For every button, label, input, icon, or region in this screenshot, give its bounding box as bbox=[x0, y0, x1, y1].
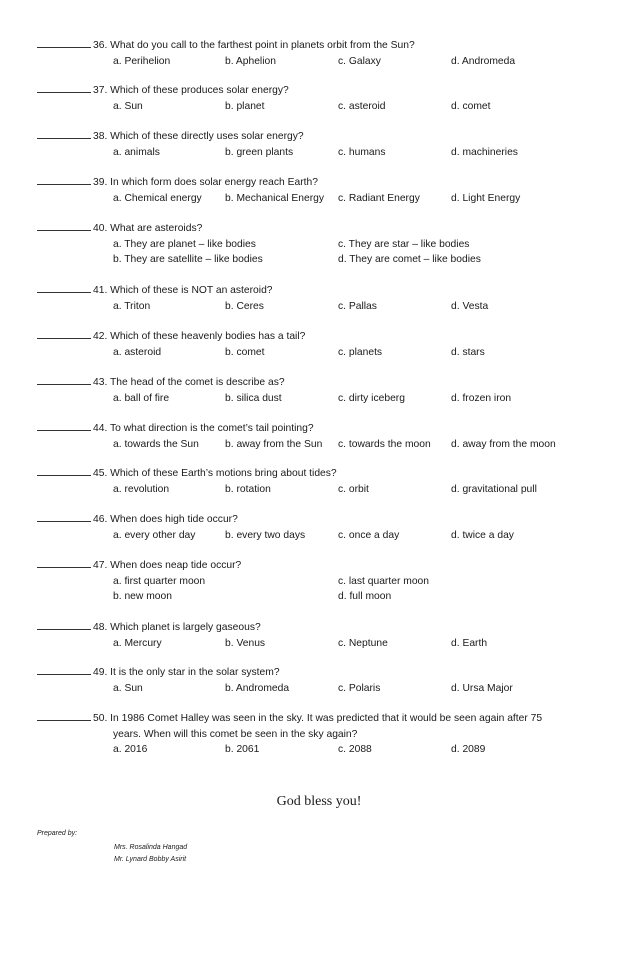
option-a: a. Mercury bbox=[113, 637, 162, 649]
answer-blank[interactable] bbox=[37, 466, 91, 476]
option-a: a. Chemical energy bbox=[113, 192, 202, 204]
option-c: c. towards the moon bbox=[338, 438, 431, 450]
answer-blank[interactable] bbox=[37, 175, 91, 185]
option-c: c. Pallas bbox=[338, 300, 377, 312]
option-b: b. Ceres bbox=[225, 300, 264, 312]
question-stem: 36. What do you call to the farthest point in planets orbit from the Sun? bbox=[93, 40, 415, 51]
question-stem: 50. In 1986 Comet Halley was seen in the sky. It was predicted that it would be seen again after 75 bbox=[93, 713, 543, 724]
answer-blank[interactable] bbox=[37, 711, 91, 721]
question-stem: 49. It is the only star in the solar system? bbox=[93, 667, 280, 678]
option-d: d. Vesta bbox=[451, 300, 489, 312]
option-a: a. ball of fire bbox=[113, 392, 170, 404]
option-a: a. first quarter moon bbox=[113, 575, 206, 587]
option-b: b. Venus bbox=[225, 637, 266, 649]
question-stem: 45. Which of these Earth’s motions bring about tides? bbox=[93, 468, 337, 479]
option-b: b. Mechanical Energy bbox=[225, 192, 325, 204]
question-46 bbox=[37, 512, 627, 543]
preparer-name: Mr. Lynard Bobby Asirit bbox=[114, 856, 187, 863]
closing-blessing: God bless you! bbox=[276, 794, 362, 809]
answer-blank[interactable] bbox=[37, 283, 91, 293]
question-39 bbox=[37, 175, 627, 206]
question-stem: 47. When does neap tide occur? bbox=[93, 560, 242, 571]
option-a: a. revolution bbox=[113, 483, 170, 495]
option-c: c. asteroid bbox=[338, 100, 386, 112]
option-d: d. comet bbox=[451, 100, 491, 112]
option-c: c. once a day bbox=[338, 529, 400, 541]
option-d: d. Andromeda bbox=[451, 55, 516, 67]
prepared-by-label: Prepared by: bbox=[37, 830, 78, 837]
option-c: c. They are star – like bodies bbox=[338, 238, 470, 250]
option-a: a. asteroid bbox=[113, 346, 162, 358]
question-50 bbox=[37, 711, 627, 758]
question-44 bbox=[37, 421, 627, 452]
option-b: b. Andromeda bbox=[225, 682, 290, 694]
option-d: d. Light Energy bbox=[451, 192, 521, 204]
option-a: a. Perihelion bbox=[113, 55, 171, 67]
option-a: a. 2016 bbox=[113, 744, 148, 755]
option-b: b. rotation bbox=[225, 483, 271, 495]
question-41 bbox=[37, 283, 627, 314]
option-d: d. full moon bbox=[338, 591, 392, 602]
option-a: a. Triton bbox=[113, 300, 151, 312]
question-stem: 41. Which of these is NOT an asteroid? bbox=[93, 285, 273, 296]
option-c: c. Radiant Energy bbox=[338, 192, 420, 204]
option-b: b. planet bbox=[225, 100, 265, 112]
question-48 bbox=[37, 620, 627, 651]
option-b: b. new moon bbox=[113, 591, 172, 602]
option-d: d. twice a day bbox=[451, 529, 514, 541]
question-stem: 39. In which form does solar energy reach Earth? bbox=[93, 177, 318, 188]
option-b: b. They are satellite – like bodies bbox=[113, 254, 263, 265]
option-d: d. They are comet – like bodies bbox=[338, 254, 481, 265]
option-c: c. 2088 bbox=[338, 744, 372, 755]
option-d: d. Ursa Major bbox=[451, 682, 513, 694]
option-b: b. every two days bbox=[225, 529, 306, 541]
option-b: b. away from the Sun bbox=[225, 438, 323, 450]
option-d: d. stars bbox=[451, 346, 485, 358]
option-b: b. green plants bbox=[225, 146, 294, 158]
answer-blank[interactable] bbox=[37, 221, 91, 231]
question-42 bbox=[37, 329, 627, 360]
question-stem: 38. Which of these directly uses solar energy? bbox=[93, 131, 304, 142]
question-45 bbox=[37, 466, 627, 497]
option-b: b. comet bbox=[225, 346, 265, 358]
option-d: d. Earth bbox=[451, 637, 488, 649]
question-stem: 44. To what direction is the comet’s tail pointing? bbox=[93, 423, 314, 434]
answer-blank[interactable] bbox=[37, 329, 91, 339]
question-stem: 42. Which of these heavenly bodies has a tail? bbox=[93, 331, 306, 342]
option-c: c. Galaxy bbox=[338, 55, 381, 67]
option-c: c. Polaris bbox=[338, 682, 381, 694]
question-36 bbox=[37, 38, 627, 69]
option-a: a. towards the Sun bbox=[113, 438, 199, 450]
option-b: b. Aphelion bbox=[225, 55, 276, 67]
option-b: b. 2061 bbox=[225, 744, 260, 755]
option-c: c. dirty iceberg bbox=[338, 392, 405, 404]
question-37 bbox=[37, 83, 627, 114]
preparer-name: Mrs. Rosalinda Hangad bbox=[114, 844, 188, 851]
answer-blank[interactable] bbox=[37, 620, 91, 630]
answer-blank[interactable] bbox=[37, 558, 91, 568]
option-c: c. planets bbox=[338, 346, 383, 358]
option-a: a. Sun bbox=[113, 100, 143, 112]
option-d: d. machineries bbox=[451, 146, 518, 158]
option-d: d. away from the moon bbox=[451, 438, 556, 450]
question-stem: 43. The head of the comet is describe as? bbox=[93, 377, 285, 388]
answer-blank[interactable] bbox=[37, 512, 91, 522]
question-stem-continuation: years. When will this comet be seen in the sky again? bbox=[113, 728, 358, 740]
question-38 bbox=[37, 129, 627, 160]
option-c: c. orbit bbox=[338, 483, 369, 495]
option-d: d. 2089 bbox=[451, 744, 486, 755]
question-stem: 46. When does high tide occur? bbox=[93, 514, 238, 525]
answer-blank[interactable] bbox=[37, 38, 91, 48]
question-stem: 48. Which planet is largely gaseous? bbox=[93, 622, 261, 633]
option-c: c. last quarter moon bbox=[338, 575, 429, 587]
option-d: d. frozen iron bbox=[451, 392, 512, 404]
question-47 bbox=[37, 558, 627, 605]
answer-blank[interactable] bbox=[37, 83, 91, 93]
option-b: b. silica dust bbox=[225, 392, 282, 404]
option-a: a. every other day bbox=[113, 529, 196, 541]
question-40 bbox=[37, 221, 627, 268]
question-43 bbox=[37, 375, 627, 406]
option-c: c. humans bbox=[338, 146, 386, 158]
question-stem: 37. Which of these produces solar energy? bbox=[93, 85, 289, 96]
answer-blank[interactable] bbox=[37, 375, 91, 385]
option-a: a. They are planet – like bodies bbox=[113, 238, 256, 250]
answer-blank[interactable] bbox=[37, 421, 91, 431]
option-c: c. Neptune bbox=[338, 637, 388, 649]
answer-blank[interactable] bbox=[37, 665, 91, 675]
option-d: d. gravitational pull bbox=[451, 483, 537, 495]
question-stem: 40. What are asteroids? bbox=[93, 223, 203, 234]
question-49 bbox=[37, 665, 627, 696]
answer-blank[interactable] bbox=[37, 129, 91, 139]
option-a: a. Sun bbox=[113, 682, 143, 694]
option-a: a. animals bbox=[113, 146, 160, 158]
